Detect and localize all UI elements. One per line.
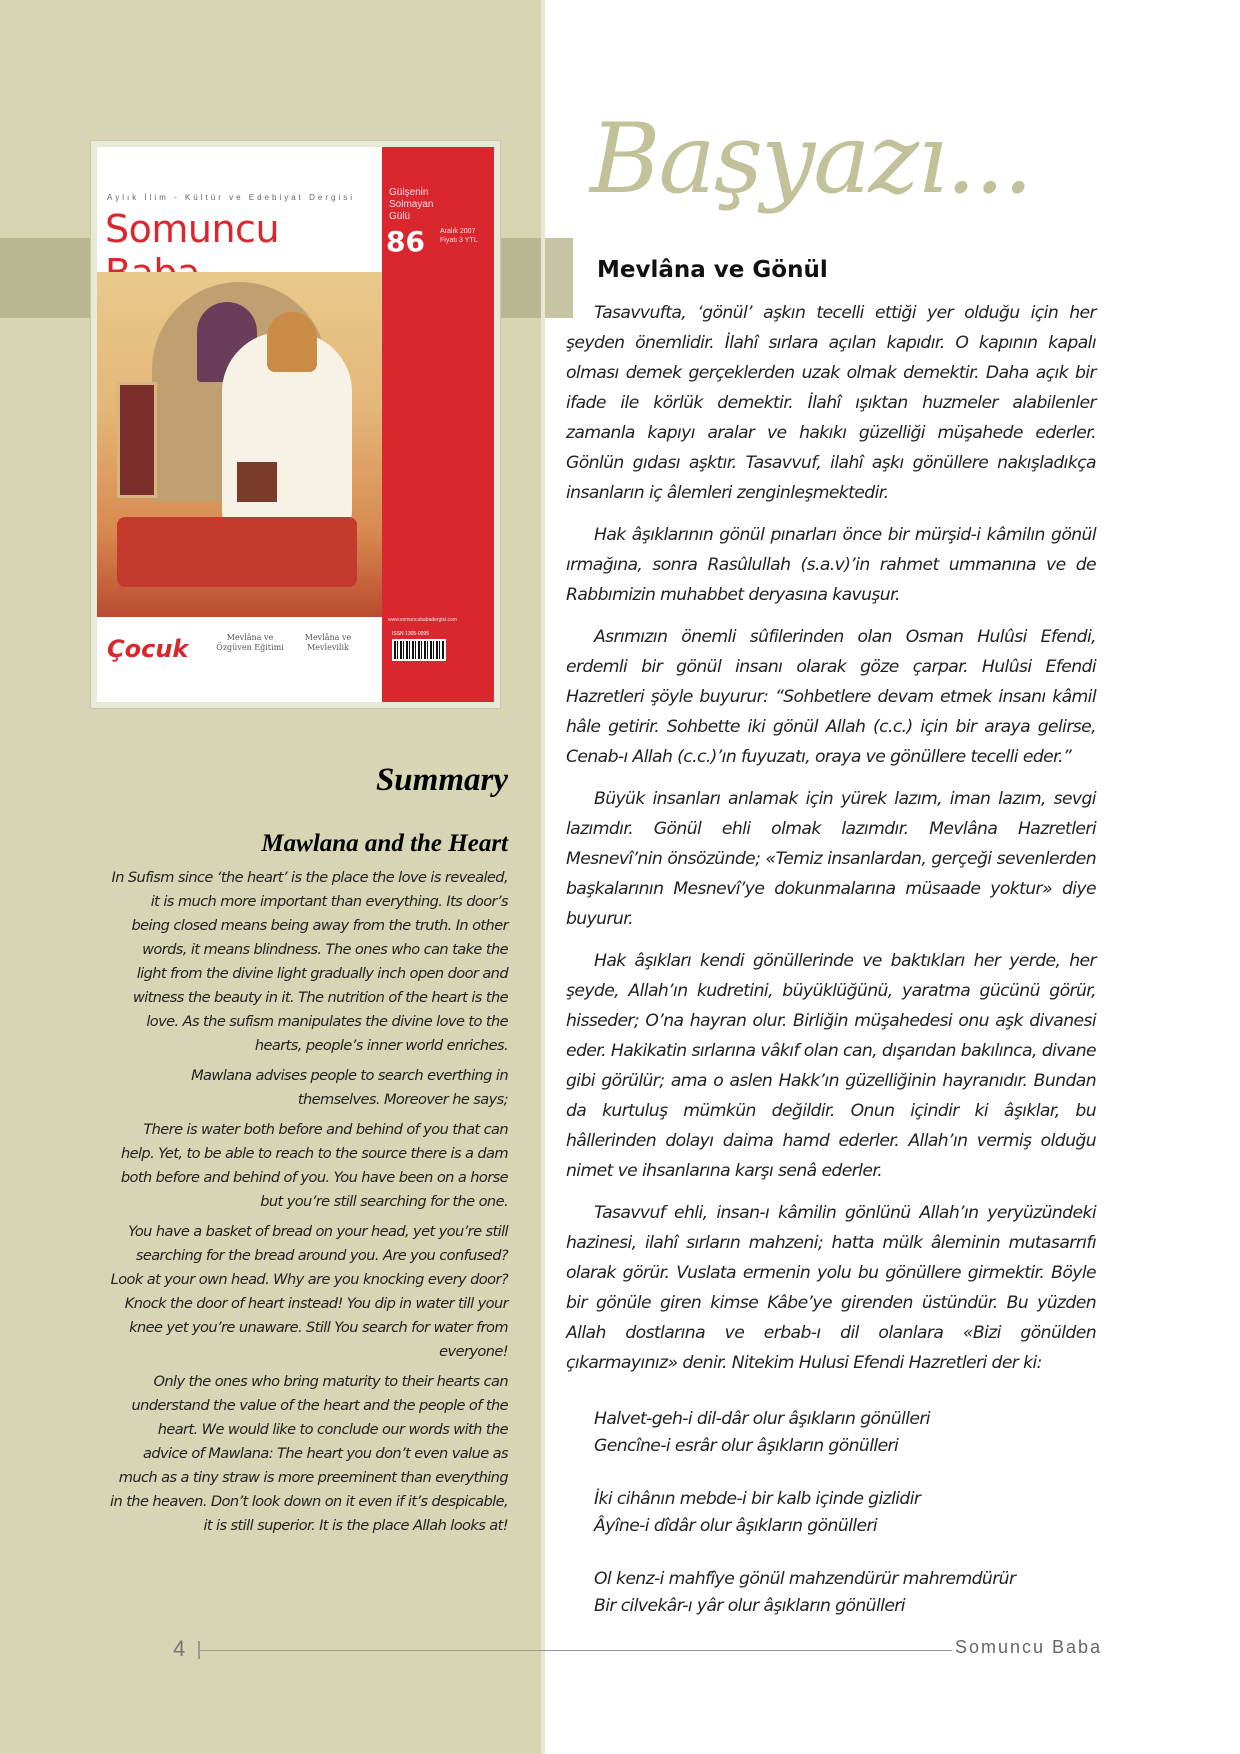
cover-teaser: Mevlâna ve Özgüven Eğitimi bbox=[216, 633, 284, 652]
cover-slogan: Gülşenin Solmayan Gülü bbox=[389, 187, 434, 222]
poem-line: Âyîne-i dîdâr olur âşıkların gönülleri bbox=[594, 1516, 878, 1536]
article-body bbox=[566, 298, 1096, 1646]
article-paragraph: Büyük insanları anlamak için yürek lazım, iman lazım, sevgi lazımdır. Gönül ehli olmak lazımdır. Mevlâna Hazretleri Mesnevî’nin önsözünde; «Temiz insanlardan, gerçeği sevenlerden başkalarının Mesnevî’ye dokunmalarına müsaade yoktur» diye buyurur. bbox=[566, 789, 1096, 929]
cover-teaser: Mevlâna ve Mevlevilik bbox=[304, 633, 352, 652]
summary-body bbox=[110, 866, 508, 1544]
cover-illustration bbox=[97, 272, 382, 617]
cover-masthead bbox=[97, 147, 382, 272]
poem bbox=[594, 1406, 1096, 1620]
poem-line: Ol kenz-i mahfîye gönül mahzendürür mahremdürür bbox=[594, 1569, 1016, 1589]
poem-line: Gencîne-i esrâr olur âşıkların gönülleri bbox=[594, 1436, 899, 1456]
poem-stanza bbox=[594, 1566, 1096, 1620]
summary-paragraph: Mawlana advises people to search everthing in themselves. Moreover he says; bbox=[191, 1067, 508, 1108]
cover-issue-number: 86 bbox=[386, 225, 425, 258]
summary-title: Summary bbox=[375, 762, 508, 798]
article-paragraph: Asrımızın önemli sûfilerinden olan Osman Hulûsi Efendi, erdemli bir gönül insanı olarak göze çarpar. Hulûsi Efendi Hazretleri şöyle buyurur: “Sohbetlere devam etmek insanı kâmil hâle getirir. Sohbette iki gönül Allah (c.c.) için bir araya gelirse, Cenab-ı Allah (c.c.)’ın fuyuzatı, oraya ve gönüllere tecelli eder.” bbox=[566, 627, 1096, 767]
article-paragraph: Hak âşıkları kendi gönüllerinde ve baktıkları her yerde, her şeyde, Allah’ın kudretini, büyüklüğünü, yaratma gücünü görür, hisseder; O’na hayran olur. Birliğin müşahedesi onu aşk divanesi eder. Hakikatin sırlarına vâkıf olan can, dışarıdan bakılınca, divane gibi görülür; ama o aslen Hakk’ın güzelliğinin hayranıdır. Bundan da kurtuluş mümkün değildir. Onun içindir ki âşıklar, bu hâllerinden dolayı daima hamd ederler. Allah’ın vermiş olduğu nimet ve ihsanlarına karşı senâ ederler. bbox=[566, 951, 1096, 1181]
cover-issn: ISSN 1305-0095 bbox=[392, 631, 429, 637]
cover-date: Aralık 2007 Fiyatı 3 YTL bbox=[440, 228, 478, 244]
cover-website: www.somuncubabadergisi.com bbox=[388, 617, 457, 623]
cover-red-strip bbox=[382, 147, 494, 702]
panel-divider bbox=[541, 0, 545, 1754]
cover-kids-logo: Çocuk bbox=[107, 635, 189, 663]
footer-rule bbox=[200, 1650, 952, 1651]
article-paragraph: Tasavvuf ehli, insan-ı kâmilin gönlünü Allah’ın yeryüzündeki hazinesi, ilahî sırların mahzeni; hatta mülk âleminin mutasarrıfı olarak görür. Vuslata ermenin yolu bu gönüllere girmektir. Böyle bir gönüle giren kimse Kâbe’ye girenden üstündür. Bu yüzden Allah dostlarına ve erbab-ı dil olanlara «Bizi gönülden çıkarmayınız» denir. Nitekim Hulusi Efendi Hazretleri der ki: bbox=[566, 1203, 1096, 1373]
cover-kicker: Aylık İlim - Kültür ve Edebiyat Dergisi bbox=[107, 193, 356, 202]
article-title: Mevlâna ve Gönül bbox=[597, 257, 828, 283]
barcode-icon bbox=[392, 639, 446, 661]
summary-paragraph: In Sufism since ‘the heart’ is the place the love is revealed, it is much more important than everything. Its door’s being closed means being away from the truth. In other words, it means blindness. The ones who can take the light from the divine light gradually inch open door and witness the beauty in it. The nutrition of the heart is the love. As the sufism manipulates the divine love to the hearts, people’s inner world enriches. bbox=[111, 869, 508, 1054]
poem-stanza bbox=[594, 1406, 1096, 1460]
poem-line: Bir cilvekâr-ı yâr olur âşıkların gönülleri bbox=[594, 1596, 905, 1616]
cover-logo: Somuncu bbox=[105, 207, 280, 251]
summary-paragraph: There is water both before and behind of you that can help. Yet, to be able to reach to the source there is a dam both before and behind of you. You have been on a horse but you’re still searching for the one. bbox=[120, 1121, 508, 1210]
article-paragraph: Tasavvufta, ‘gönül’ aşkın tecelli ettiği yer olduğu için her şeyden önemlidir. İlahî sırlara açılan kapıdır. O kapının kapalı olması demek gerçeklerden uzak olmak demektir. Daha açık bir ifade ile körlük demektir. İlahî ışıktan huzmeler alabilenler zamanla kapıyı aralar ve hakıkı güzelliği müşahede ederler. Gönlün gıdası aşktır. Tasavvuf, ilahî aşkı gönüllere nakışladıkça insanların iç âlemleri zenginleşmektedir. bbox=[566, 303, 1096, 503]
summary-subtitle: Mawlana and the Heart bbox=[261, 830, 508, 857]
poem-line: Halvet-geh-i dil-dâr olur âşıkların gönülleri bbox=[594, 1409, 930, 1429]
poem-line: İki cihânın mebde-i bir kalb içinde gizlidir bbox=[594, 1489, 921, 1509]
cover-footer bbox=[97, 617, 382, 702]
page-number: 4 bbox=[173, 1636, 186, 1661]
section-heading: Başyazı... bbox=[590, 103, 1032, 215]
article-paragraph: Hak âşıklarının gönül pınarları önce bir mürşid-i kâmilın gönül ırmağına, sonra Rasûlullah (s.a.v)’in rahmet ummanına ve de Rabbımizin muhabbet deryasına kavuşur. bbox=[566, 525, 1096, 605]
magazine-cover bbox=[91, 141, 500, 708]
summary-paragraph: Only the ones who bring maturity to their hearts can understand the value of the heart and the people of the heart. We would like to conclude our words with the advice of Mawlana: The heart you don’t even value as much as a tiny straw is more preeminent than everything in the heaven. Don’t look down on it even if it’s despicable, it is still superior. It is the place Allah looks at! bbox=[110, 1373, 508, 1534]
summary-paragraph: You have a basket of bread on your head, yet you’re still searching for the bread around you. Are you confused? Look at your own head. Why are you knocking every door? Knock the door of heart instead! You dip in water till your knee yet you’re unaware. Still You search for water from everyone! bbox=[110, 1223, 508, 1360]
footer-brand: Somuncu Baba bbox=[955, 1637, 1103, 1657]
poem-stanza bbox=[594, 1486, 1096, 1540]
